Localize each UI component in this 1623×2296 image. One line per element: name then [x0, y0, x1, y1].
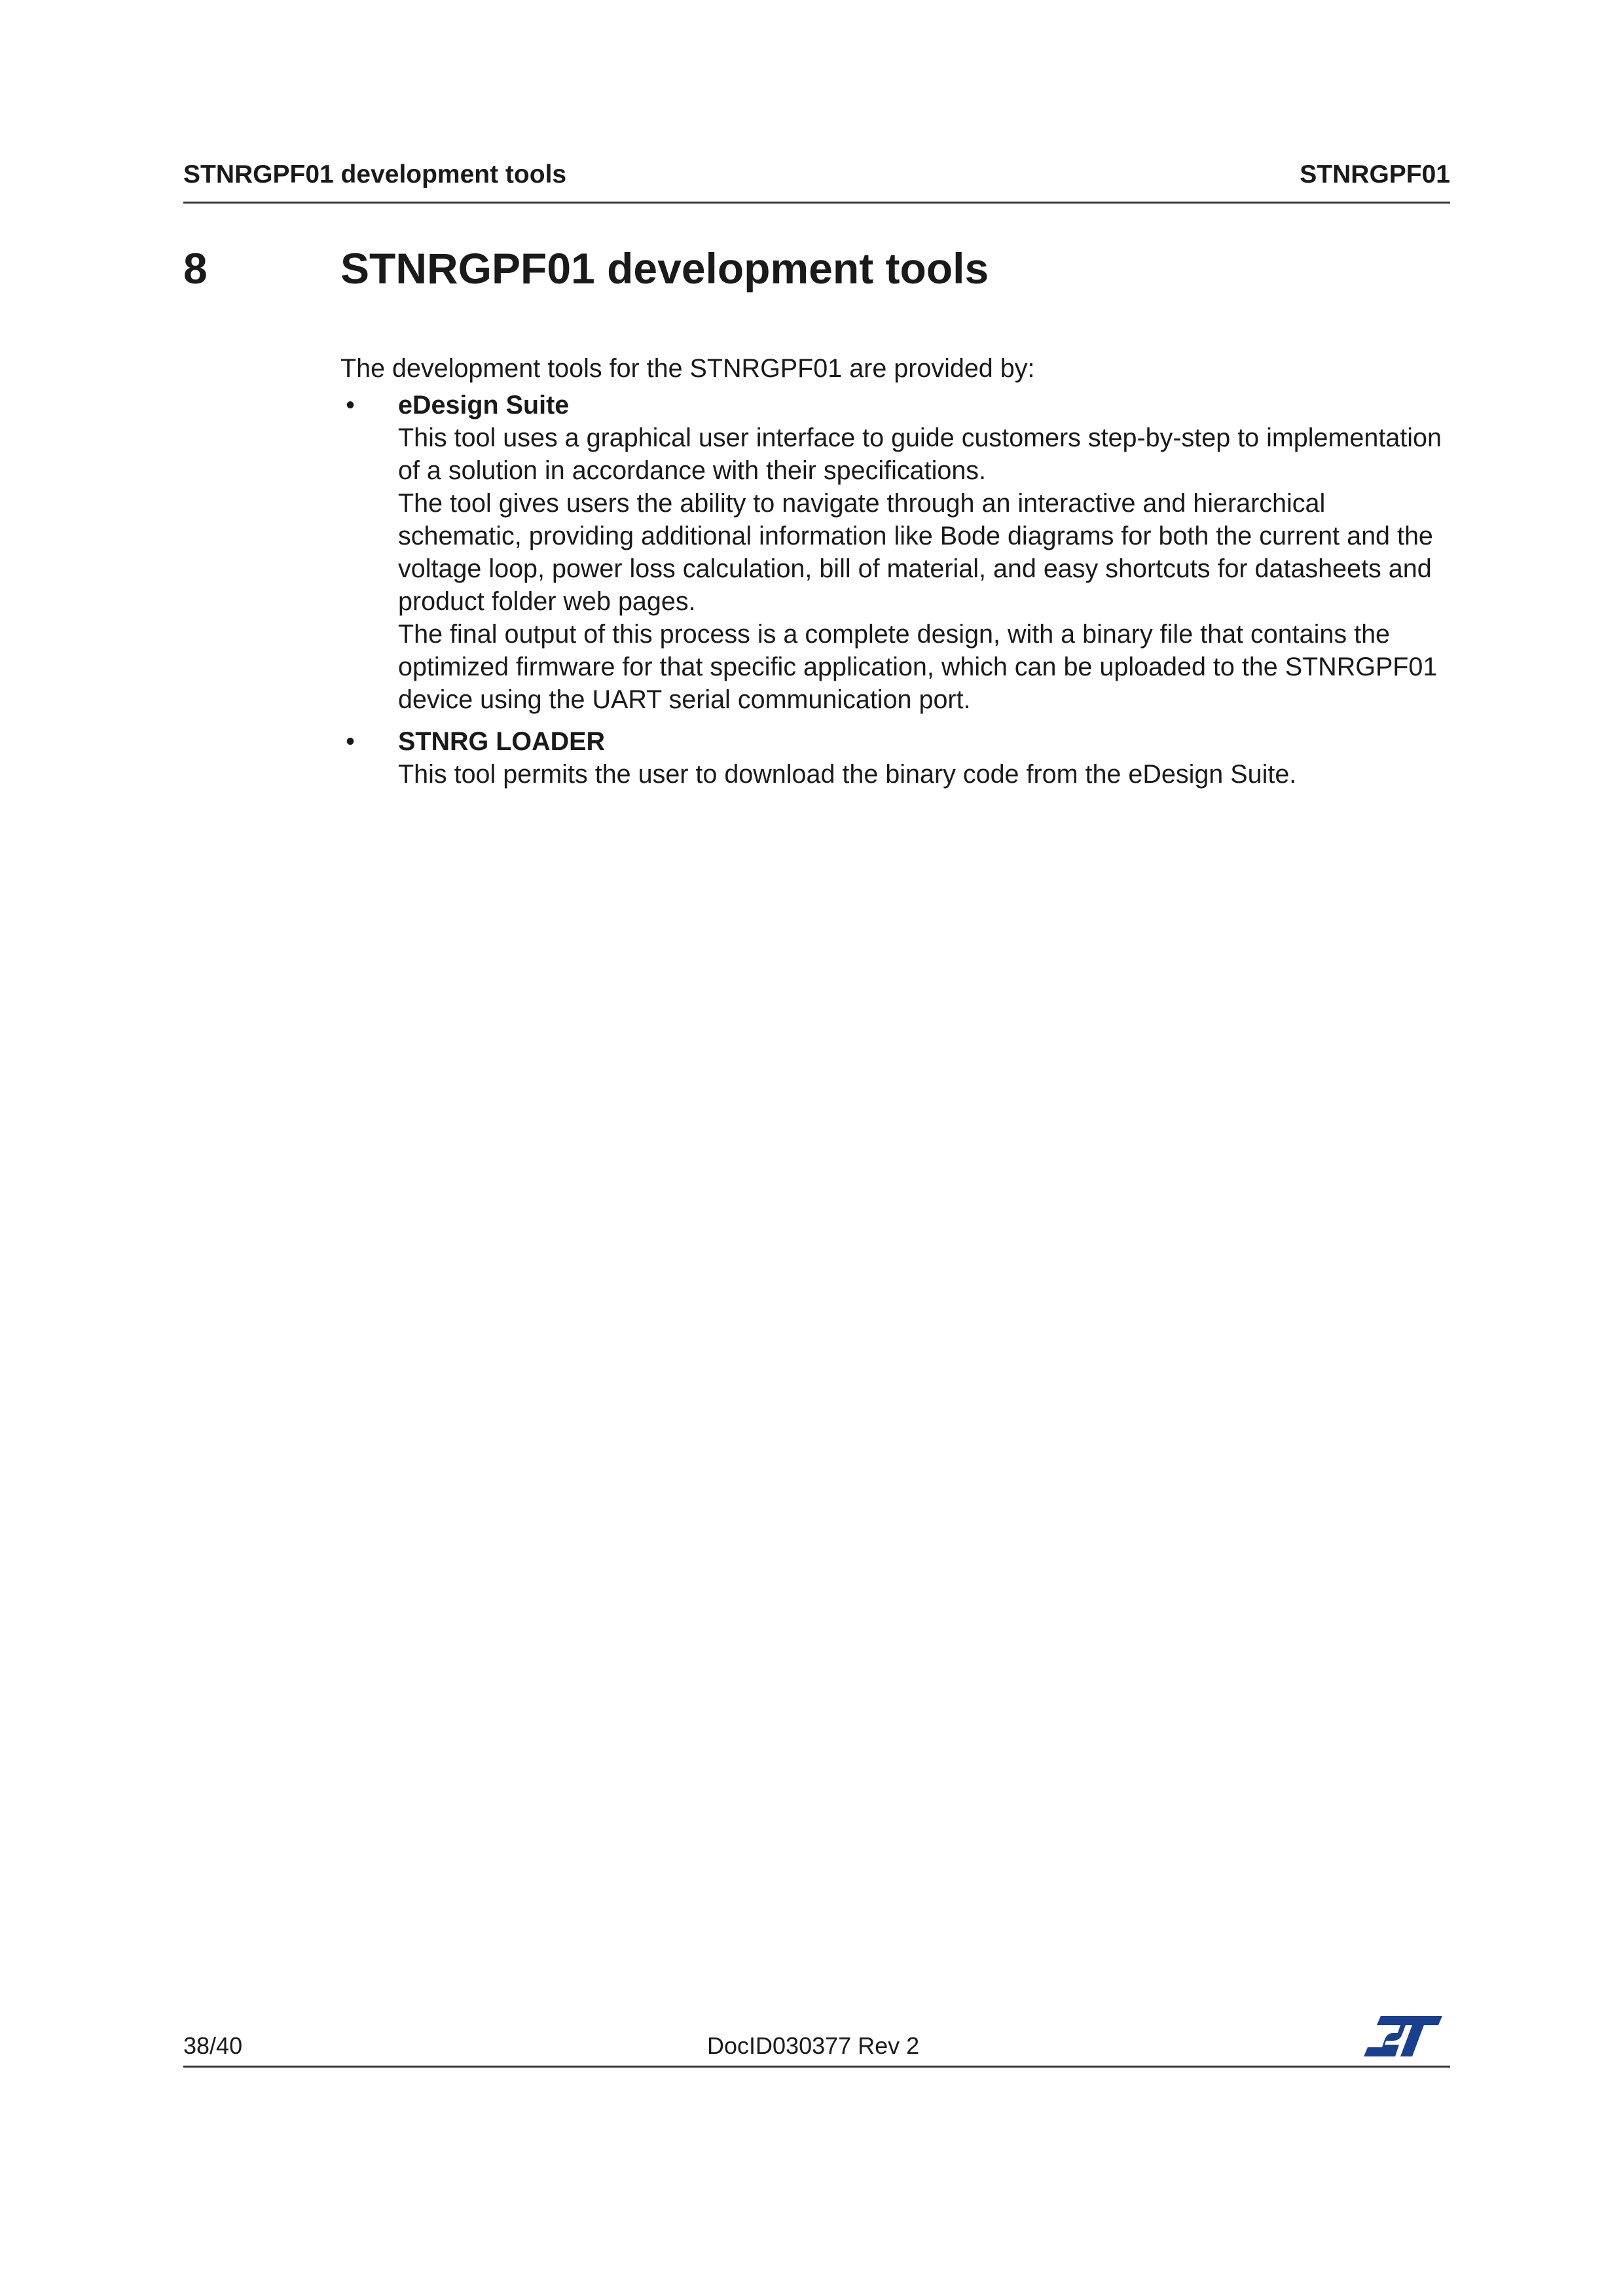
list-item-paragraph: The tool gives users the ability to navigate through an interactive and hierarchical schematic, providing additional information like Bode diagrams for both the current and the voltage loop, power loss calculation, bill of material, and easy shortcuts for datasheets and product folder web pages. — [398, 489, 1433, 616]
page-number: 38/40 — [183, 2032, 243, 2059]
list-item-edesign-suite — [340, 389, 1453, 716]
bullet-icon: • — [346, 391, 355, 420]
section-number: 8 — [183, 244, 208, 293]
list-item-stnrg-loader — [340, 725, 1453, 791]
tools-list — [340, 389, 1453, 791]
page-header — [183, 160, 1450, 204]
section-body — [340, 352, 1453, 800]
header-section-title: STNRGPF01 development tools — [183, 160, 567, 188]
list-item-title: eDesign Suite — [398, 391, 570, 420]
header-product-name: STNRGPF01 — [1300, 160, 1450, 188]
list-item-title: STNRG LOADER — [398, 727, 605, 756]
section-title: STNRGPF01 development tools — [340, 244, 989, 293]
intro-paragraph: The development tools for the STNRGPF01 are provided by: — [340, 354, 1035, 383]
document-id: DocID030377 Rev 2 — [707, 2032, 920, 2059]
list-item-paragraph: The final output of this process is a complete design, with a binary file that contains the optimized firmware for that specific application, which can be uploaded to the STNRGPF01 device using the UART serial communication port. — [398, 620, 1438, 714]
list-item-paragraph: This tool uses a graphical user interface to guide customers step-by-step to implementation of a solution in accordance with their specifications. — [398, 423, 1442, 485]
list-item-paragraph: This tool permits the user to download the binary code from the eDesign Suite. — [398, 760, 1297, 789]
page-footer — [183, 2017, 1450, 2068]
bullet-icon: • — [346, 727, 355, 756]
st-logo-icon — [1362, 2013, 1444, 2059]
